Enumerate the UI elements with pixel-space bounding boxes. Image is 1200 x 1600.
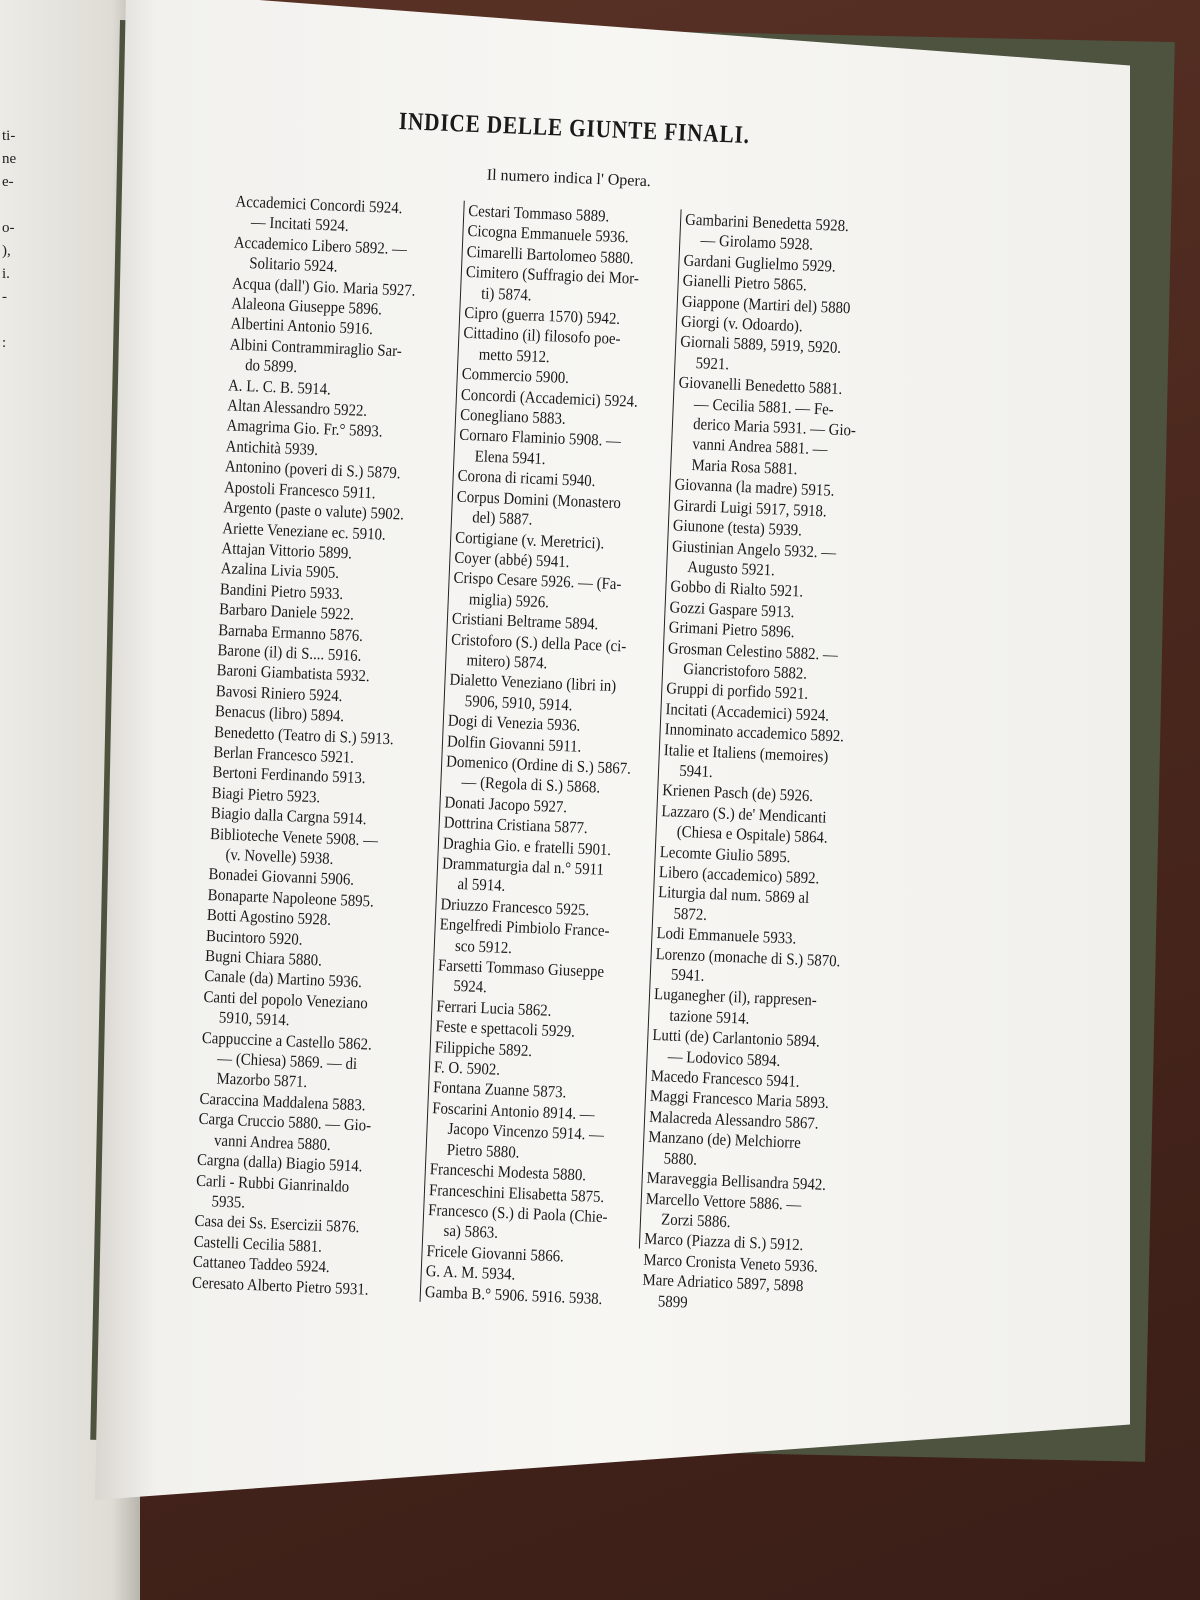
index-entry-line: Canti del popolo Veneziano bbox=[203, 986, 369, 1013]
index-entry-line: Fontana Zuanne 5873. bbox=[432, 1077, 567, 1102]
index-entry-line: tazione 5914. bbox=[669, 1005, 750, 1028]
index-entry-line: Conegliano 5883. bbox=[459, 404, 567, 428]
index-entry-line: Innominato accademico 5892. bbox=[664, 719, 845, 746]
index-entry-line: — Incitati 5924. bbox=[250, 212, 349, 236]
index-entry-line: Cornaro Flaminio 5908. — bbox=[458, 425, 622, 451]
index-entry-line: Gamba B.° 5906. 5916. 5938. bbox=[424, 1281, 603, 1308]
index-entry-line: — (Regola di S.) 5868. bbox=[461, 772, 601, 797]
left-page-margin-text bbox=[2, 125, 16, 355]
index-entry-line: Maggi Francesco Maria 5893. bbox=[649, 1086, 830, 1113]
index-entry-line: Barbaro Daniele 5922. bbox=[218, 599, 355, 624]
index-entry-line: — Girolamo 5928. bbox=[700, 230, 814, 255]
index-entry-line: Giornali 5889, 5919, 5920. bbox=[679, 331, 842, 358]
index-entry-line: Domenico (Ordine di S.) 5867. bbox=[445, 751, 632, 778]
index-entry-line: Castelli Cecilia 5881. bbox=[193, 1231, 323, 1256]
index-entry-line: Lorenzo (monache di S.) 5870. bbox=[655, 943, 841, 971]
index-entry-line: sco 5912. bbox=[454, 935, 513, 957]
index-entry-line: Filippiche 5892. bbox=[434, 1036, 533, 1060]
index-entry-line: Cimitero (Suffragio dei Mor- bbox=[465, 262, 640, 288]
index-entry-line: Giorgi (v. Odoardo). bbox=[680, 311, 804, 336]
index-entry-line: Bandini Pietro 5933. bbox=[219, 578, 344, 603]
index-entry-line: Biblioteche Venete 5908. — bbox=[209, 823, 379, 850]
index-entry-line: (v. Novelle) 5938. bbox=[225, 844, 334, 868]
index-entry-line: Albini Contrammiraglio Sar- bbox=[229, 334, 403, 361]
index-entry-line: Marcello Vettore 5886. — bbox=[645, 1188, 802, 1214]
index-entry-line: del) 5887. bbox=[471, 507, 533, 529]
index-entry-line: Macedo Francesco 5941. bbox=[650, 1065, 800, 1091]
index-entry-line: Cattaneo Taddeo 5924. bbox=[192, 1251, 331, 1277]
index-entry-line: Maria Rosa 5881. bbox=[691, 454, 798, 479]
index-entry-line: 5941. bbox=[670, 964, 705, 985]
index-entry-line: Bertoni Ferdinando 5913. bbox=[212, 762, 366, 788]
page-title: INDICE DELLE GIUNTE FINALI. bbox=[398, 108, 751, 150]
index-entry-line: Franceschi Modesta 5880. bbox=[429, 1159, 587, 1185]
index-entry-line: Gozzi Gaspare 5913. bbox=[669, 596, 795, 621]
index-entry-line: Botti Agostino 5928. bbox=[206, 905, 332, 930]
index-entry-line: Cicogna Emmanuele 5936. bbox=[467, 221, 630, 247]
index-entry-line: Mare Adriatico 5897, 5898 bbox=[642, 1269, 804, 1296]
index-entry-line: Dottrina Cristiana 5877. bbox=[443, 812, 589, 838]
index-entry-line: F. O. 5902. bbox=[433, 1057, 501, 1079]
index-entry-line: Marco Cronista Veneto 5936. bbox=[643, 1249, 819, 1276]
index-entry-line: Incitati (Accademici) 5924. bbox=[665, 698, 830, 725]
index-entry-line: Augusto 5921. bbox=[687, 556, 776, 580]
index-entry-line: Krienen Pasch (de) 5926. bbox=[661, 780, 814, 806]
index-entry-line: G. A. M. 5934. bbox=[425, 1261, 516, 1284]
index-entry-line: Cristiani Beltrame 5894. bbox=[451, 608, 599, 634]
index-entry-line: Mazorbo 5871. bbox=[216, 1068, 308, 1092]
index-entry-line: Antichità 5939. bbox=[225, 436, 319, 459]
index-entry-line: Cargna (dalla) Biagio 5914. bbox=[196, 1149, 363, 1176]
index-entry-line: Franceschini Elisabetta 5875. bbox=[428, 1179, 605, 1206]
index-entry-line: Lutti (de) Carlantonio 5894. bbox=[652, 1025, 821, 1051]
index-entry-line: Baroni Giambatista 5932. bbox=[216, 660, 371, 686]
index-entry-line: Giustinian Angelo 5932. — bbox=[671, 535, 837, 562]
index-entry-line: Gardani Guglielmo 5929. bbox=[683, 250, 837, 276]
index-entry-line: 5910, 5914. bbox=[218, 1007, 290, 1030]
index-entry-line: Casa dei Ss. Esercizii 5876. bbox=[194, 1211, 360, 1237]
index-entry-line: Girardi Luigi 5917, 5918. bbox=[673, 495, 828, 521]
margin-fragment: e- bbox=[2, 174, 14, 190]
index-entry-line: Cestari Tommaso 5889. bbox=[468, 200, 610, 226]
index-entry-line: Zorzi 5886. bbox=[660, 1209, 731, 1232]
index-entry-line: Dogi di Venezia 5936. bbox=[447, 710, 581, 735]
index-entry-line: Ferrari Lucia 5862. bbox=[436, 996, 552, 1020]
index-entry-line: Benedetto (Teatro di S.) 5913. bbox=[213, 721, 395, 748]
index-entry-line: Giancristoforo 5882. bbox=[682, 658, 808, 683]
index-entry-line: Gianelli Pietro 5865. bbox=[682, 270, 808, 295]
index-entry-line: 5921. bbox=[695, 352, 730, 374]
index-entry-line: A. L. C. B. 5914. bbox=[227, 375, 332, 399]
index-entry-line: Giunone (testa) 5939. bbox=[672, 515, 803, 540]
index-entry-line: Biagi Pietro 5923. bbox=[211, 782, 321, 807]
index-entry-line: Cittadino (il) filosofo poe- bbox=[463, 323, 621, 349]
index-entry-line: Attajan Vittorio 5899. bbox=[221, 538, 353, 563]
index-entry-line: Cristoforo (S.) della Pace (ci- bbox=[450, 629, 627, 656]
index-entry-line: Luganegher (il), rappresen- bbox=[653, 984, 818, 1010]
index-entry-line: Giovanelli Benedetto 5881. bbox=[678, 372, 843, 399]
index-entry-line: Bavosi Riniero 5924. bbox=[215, 680, 343, 705]
page-subtitle: Il numero indica l' Opera. bbox=[486, 166, 652, 191]
index-entry-line: Drammaturgia dal n.° 5911 bbox=[441, 853, 605, 879]
index-entry-line: Concordi (Accademici) 5924. bbox=[460, 384, 639, 411]
index-entry-line: Draghia Gio. e fratelli 5901. bbox=[442, 832, 612, 859]
index-entry-line: Accademico Libero 5892. — bbox=[233, 232, 408, 259]
index-entry-line: Maraveggia Bellisandra 5942. bbox=[646, 1167, 827, 1195]
index-entry-line: Carga Cruccio 5880. — Gio- bbox=[198, 1109, 372, 1135]
margin-fragment: : bbox=[2, 335, 7, 351]
index-entry-line: Engelfredi Pimbiolo France- bbox=[439, 914, 610, 941]
index-entry-line: Dolfin Giovanni 5911. bbox=[446, 731, 582, 756]
index-entry-line: Lazzaro (S.) de' Mendicanti bbox=[661, 800, 827, 827]
index-entry-line: Gobbo di Rialto 5921. bbox=[670, 576, 804, 601]
index-entry-line: Solitario 5924. bbox=[248, 253, 338, 276]
index-entry bbox=[641, 1270, 842, 1319]
index-entry-line: Caraccina Maddalena 5883. bbox=[199, 1088, 366, 1115]
index-entry-line: Barone (il) di S.... 5916. bbox=[217, 640, 362, 665]
index-entry-line: vanni Andrea 5880. bbox=[213, 1130, 332, 1154]
index-entry-line: — (Chiesa) 5869. — di bbox=[216, 1048, 358, 1074]
index-entry-line: Berlan Francesco 5921. bbox=[213, 742, 355, 767]
index-entry-line: 5899 bbox=[657, 1290, 689, 1312]
index-entry-line: Malacreda Alessandro 5867. bbox=[648, 1106, 819, 1133]
index-entry-line: Dialetto Veneziano (libri in) bbox=[449, 669, 617, 696]
index-entry-line: Liturgia dal num. 5869 al bbox=[657, 882, 810, 908]
index-entry-line: Grosman Celestino 5882. — bbox=[667, 637, 839, 664]
index-column-2 bbox=[420, 201, 679, 1311]
index-entry-line: ti) 5874. bbox=[480, 283, 532, 305]
index-entry-line: Acqua (dall') Gio. Maria 5927. bbox=[231, 273, 416, 300]
margin-fragment bbox=[2, 309, 16, 332]
index-entry-line: Fricele Giovanni 5866. bbox=[426, 1240, 565, 1266]
margin-fragment: o- bbox=[2, 220, 15, 236]
index-entry-line: Bucintoro 5920. bbox=[205, 925, 303, 949]
index-entry-line: 5906, 5910, 5914. bbox=[464, 690, 573, 715]
index-entry-line: Altan Alessandro 5922. bbox=[227, 395, 368, 421]
index-entry-line: 5924. bbox=[453, 976, 488, 997]
index-entry-line: Lecomte Giulio 5895. bbox=[659, 841, 791, 866]
margin-fragment: ti- bbox=[2, 128, 16, 144]
index-entry-line: miglia) 5926. bbox=[468, 588, 550, 612]
index-entry-line: Corona di ricami 5940. bbox=[457, 465, 596, 491]
index-entry-line: Carli - Rubbi Gianrinaldo bbox=[195, 1170, 350, 1196]
index-entry-line: 5872. bbox=[673, 903, 708, 924]
index-entry-line: Corpus Domini (Monastero bbox=[456, 486, 622, 512]
index-entry-line: (Chiesa e Ospitale) 5864. bbox=[676, 821, 829, 847]
index-entry-line: Canale (da) Martino 5936. bbox=[204, 966, 363, 992]
index-entry-line: Albertini Antonio 5916. bbox=[230, 313, 374, 339]
index-entry-line: mitero) 5874. bbox=[466, 650, 548, 673]
index-entry-line: 5935. bbox=[211, 1191, 246, 1212]
index-entry-line: Italie et Italiens (memoires) bbox=[663, 739, 829, 766]
index-entry-line: Cipro (guerra 1570) 5942. bbox=[463, 302, 621, 329]
margin-fragment: ne bbox=[2, 151, 17, 167]
index-entry-line: Amagrima Gio. Fr.° 5893. bbox=[226, 415, 383, 442]
index-entry-line: Biagio dalla Cargna 5914. bbox=[210, 803, 367, 829]
index-entry-line: Crispo Cesare 5926. — (Fa- bbox=[453, 567, 622, 594]
index-entry-line: Pietro 5880. bbox=[446, 1139, 520, 1162]
index-entry-line: derico Maria 5931. — Gio- bbox=[692, 414, 857, 440]
index-entry-line: Bonaparte Napoleone 5895. bbox=[207, 884, 375, 911]
index-entry-line: Marco (Piazza di S.) 5912. bbox=[643, 1229, 804, 1255]
index-entry-line: sa) 5863. bbox=[443, 1221, 499, 1243]
index-entry-line: do 5899. bbox=[244, 355, 298, 377]
index-entry-line: Argento (paste o valute) 5902. bbox=[222, 497, 405, 524]
index-entry-line: Alaleona Giuseppe 5896. bbox=[231, 293, 383, 319]
index-entry-line: Grimani Pietro 5896. bbox=[668, 617, 795, 642]
index-entry-line: Elena 5941. bbox=[474, 446, 547, 469]
margin-fragment: ), bbox=[2, 243, 11, 259]
index-entry-line: Accademici Concordi 5924. bbox=[235, 191, 403, 218]
index-entry-line: Barnaba Ermanno 5876. bbox=[217, 619, 364, 645]
index-entry-line: Cortigiane (v. Meretrici). bbox=[454, 527, 605, 553]
index-entry-line: Lodi Emmanuele 5933. bbox=[656, 923, 797, 948]
index-entry bbox=[200, 1028, 427, 1098]
index-column-1 bbox=[192, 192, 461, 1302]
index-entry-line: Bonadei Giovanni 5906. bbox=[208, 864, 355, 890]
index-entry-line: Giappone (Martiri del) 5880 bbox=[681, 291, 851, 317]
index-entry-line: al 5914. bbox=[457, 874, 506, 896]
index-entry-line: Ceresato Alberto Pietro 5931. bbox=[191, 1272, 369, 1299]
index-entry-line: 5880. bbox=[663, 1148, 698, 1169]
index-column-3 bbox=[639, 209, 886, 1312]
index-entry bbox=[430, 1098, 642, 1168]
index-entry-line: — Lodovico 5894. bbox=[667, 1046, 781, 1070]
index-entry-line: Coyer (abbé) 5941. bbox=[454, 547, 570, 572]
index-entry-line: Antonino (poveri di S.) 5879. bbox=[224, 456, 401, 483]
index-entry bbox=[675, 373, 879, 483]
index-entry-line: Libero (accademico) 5892. bbox=[658, 862, 820, 888]
index-entry-line: Driuzzo Francesco 5925. bbox=[440, 894, 590, 920]
index-entry-line: Cimarelli Bartolomeo 5880. bbox=[466, 241, 635, 268]
index-entry-line: Azalina Livia 5905. bbox=[220, 558, 340, 583]
index-entry-line: vanni Andrea 5881. — bbox=[692, 434, 828, 459]
margin-fragment bbox=[2, 194, 16, 217]
index-entry-line: Apostoli Francesco 5911. bbox=[223, 476, 377, 503]
index-entry-line: Cappuccine a Castello 5862. bbox=[201, 1027, 373, 1054]
index-entry-line: 5941. bbox=[678, 760, 714, 782]
margin-fragment: i. bbox=[2, 266, 10, 282]
index-entry-line: Feste e spettacoli 5929. bbox=[435, 1016, 576, 1042]
index-entry-line: Giovanna (la madre) 5915. bbox=[674, 474, 835, 501]
margin-fragment: - bbox=[2, 289, 7, 305]
index-entry-line: Francesco (S.) di Paola (Chie- bbox=[427, 1199, 608, 1227]
index-entry-line: Benacus (libro) 5894. bbox=[214, 701, 345, 726]
index-entry-line: Ariette Veneziane ec. 5910. bbox=[222, 517, 387, 544]
index-entry-line: Manzano (de) Melchiorre bbox=[647, 1127, 802, 1153]
index-entry-line: — Cecilia 5881. — Fe- bbox=[693, 393, 835, 419]
index-entry-line: Gambarini Benedetta 5928. bbox=[684, 209, 850, 236]
index-entry-line: Commercio 5900. bbox=[461, 363, 570, 388]
index-entry-line: Foscarini Antonio 8914. — bbox=[431, 1098, 596, 1124]
index-entry-line: Donati Jacopo 5927. bbox=[444, 792, 568, 817]
index-entry-line: Farsetti Tommaso Giuseppe bbox=[437, 955, 605, 981]
index-entry-line: Jacopo Vincenzo 5914. — bbox=[447, 1119, 605, 1145]
index-entry-line: Gruppi di porfido 5921. bbox=[665, 678, 809, 704]
index-entry-line: metto 5912. bbox=[478, 344, 551, 367]
index-entry-line: Bugni Chiara 5880. bbox=[204, 945, 323, 970]
